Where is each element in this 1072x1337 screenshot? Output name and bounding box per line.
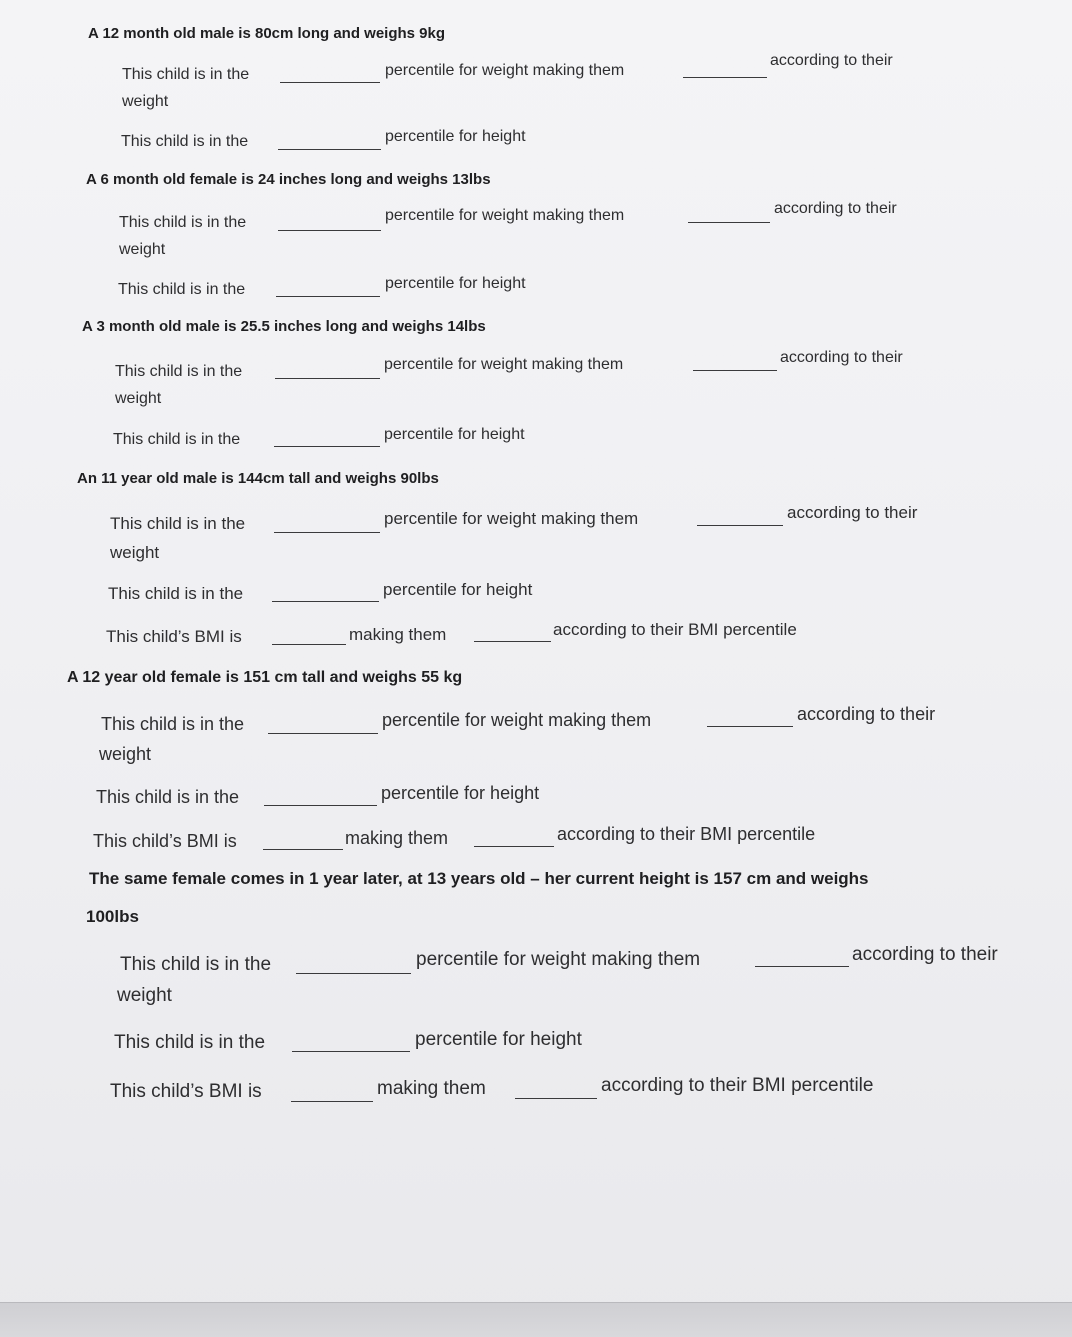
q6-bmi-category-blank[interactable] <box>515 1096 597 1099</box>
question-6-heading: The same female comes in 1 year later, at 13 years old – her current height is 157 cm and weighs <box>89 869 869 888</box>
question-2-heading: A 6 month old female is 24 inches long and weighs 13lbs <box>86 171 491 188</box>
q4-weight-line-pre: This child is in the <box>110 514 246 533</box>
q2-weight-line-mid: percentile for weight making them <box>385 207 625 224</box>
q6-bmi-value-blank[interactable] <box>291 1099 373 1102</box>
q6-height-line-post: percentile for height <box>415 1029 582 1050</box>
q3-height-line-post: percentile for height <box>384 426 525 443</box>
q2-height-percentile-blank[interactable] <box>276 294 380 297</box>
q3-weight-line-pre: This child is in the <box>115 363 243 380</box>
q2-height-line-pre: This child is in the <box>118 281 246 298</box>
q6-weight-percentile-blank[interactable] <box>296 971 411 974</box>
q5-height-percentile-blank[interactable] <box>264 803 377 806</box>
q4-height-line-pre: This child is in the <box>108 584 244 603</box>
q1-weight-line-mid: percentile for weight making them <box>385 62 625 79</box>
q3-height-line-pre: This child is in the <box>113 431 241 448</box>
q6-bmi-line-pre: This child’s BMI is <box>110 1081 262 1102</box>
q3-weight-line-wrap: weight <box>115 390 162 407</box>
q4-bmi-line-mid: making them <box>349 625 447 644</box>
q6-weight-line-pre: This child is in the <box>120 954 272 975</box>
q5-weight-line-post: according to their <box>797 704 936 724</box>
q1-weight-line-pre: This child is in the <box>122 66 250 83</box>
q6-height-line-pre: This child is in the <box>114 1032 266 1053</box>
q5-weight-percentile-blank[interactable] <box>268 731 378 734</box>
q2-weight-category-blank[interactable] <box>688 220 770 223</box>
q4-bmi-line-post: according to their BMI percentile <box>553 620 797 639</box>
q5-bmi-line-pre: This child’s BMI is <box>93 831 237 851</box>
q3-weight-percentile-blank[interactable] <box>275 376 380 379</box>
question-4-heading: An 11 year old male is 144cm tall and weighs 90lbs <box>77 470 439 487</box>
q5-bmi-line-post: according to their BMI percentile <box>557 824 816 844</box>
q4-weight-category-blank[interactable] <box>697 523 783 526</box>
q6-bmi-line-post: according to their BMI percentile <box>601 1075 874 1096</box>
question-1-heading: A 12 month old male is 80cm long and weighs 9kg <box>88 25 446 42</box>
q4-height-line-post: percentile for height <box>383 580 533 599</box>
q6-weight-line-mid: percentile for weight making them <box>416 949 701 970</box>
q1-weight-category-blank[interactable] <box>683 75 767 78</box>
q1-weight-line-post: according to their <box>770 52 893 69</box>
q6-height-percentile-blank[interactable] <box>292 1049 410 1052</box>
q5-weight-line-mid: percentile for weight making them <box>382 710 652 730</box>
q4-weight-percentile-blank[interactable] <box>274 530 380 533</box>
q5-bmi-value-blank[interactable] <box>263 847 343 850</box>
question-3-heading: A 3 month old male is 25.5 inches long and weighs 14lbs <box>82 318 486 335</box>
q2-weight-line-wrap: weight <box>119 241 166 258</box>
q4-bmi-value-blank[interactable] <box>272 642 346 645</box>
q5-bmi-category-blank[interactable] <box>474 844 554 847</box>
q5-bmi-line-mid: making them <box>345 828 449 848</box>
q5-height-line-post: percentile for height <box>381 783 540 803</box>
question-6-heading-wrap: 100lbs <box>86 907 139 926</box>
table-surface-edge <box>0 1302 1072 1337</box>
q4-weight-line-mid: percentile for weight making them <box>384 509 639 528</box>
q4-bmi-line-pre: This child’s BMI is <box>106 627 242 646</box>
q1-weight-line-wrap: weight <box>122 93 169 110</box>
q6-weight-category-blank[interactable] <box>755 964 849 967</box>
q2-weight-line-pre: This child is in the <box>119 214 247 231</box>
q4-height-percentile-blank[interactable] <box>272 599 379 602</box>
q4-weight-line-wrap: weight <box>110 543 160 562</box>
q5-height-line-pre: This child is in the <box>96 787 240 807</box>
q3-weight-line-mid: percentile for weight making them <box>384 356 624 373</box>
q1-height-percentile-blank[interactable] <box>278 147 381 150</box>
q4-weight-line-post: according to their <box>787 503 918 522</box>
q3-weight-category-blank[interactable] <box>693 368 777 371</box>
q5-weight-line-pre: This child is in the <box>101 714 245 734</box>
q6-bmi-line-mid: making them <box>377 1078 486 1099</box>
q5-weight-category-blank[interactable] <box>707 724 793 727</box>
q3-weight-line-post: according to their <box>780 349 903 366</box>
q6-weight-line-wrap: weight <box>117 985 172 1006</box>
q6-weight-line-post: according to their <box>852 944 998 965</box>
question-5-heading: A 12 year old female is 151 cm tall and weighs 55 kg <box>67 669 463 686</box>
q2-weight-line-post: according to their <box>774 200 897 217</box>
q2-height-line-post: percentile for height <box>385 275 526 292</box>
q5-weight-line-wrap: weight <box>99 744 152 764</box>
q1-height-line-pre: This child is in the <box>121 133 249 150</box>
q4-bmi-category-blank[interactable] <box>474 639 551 642</box>
q3-height-percentile-blank[interactable] <box>274 444 380 447</box>
q1-height-line-post: percentile for height <box>385 128 526 145</box>
q2-weight-percentile-blank[interactable] <box>278 228 381 231</box>
q1-weight-percentile-blank[interactable] <box>280 80 380 83</box>
